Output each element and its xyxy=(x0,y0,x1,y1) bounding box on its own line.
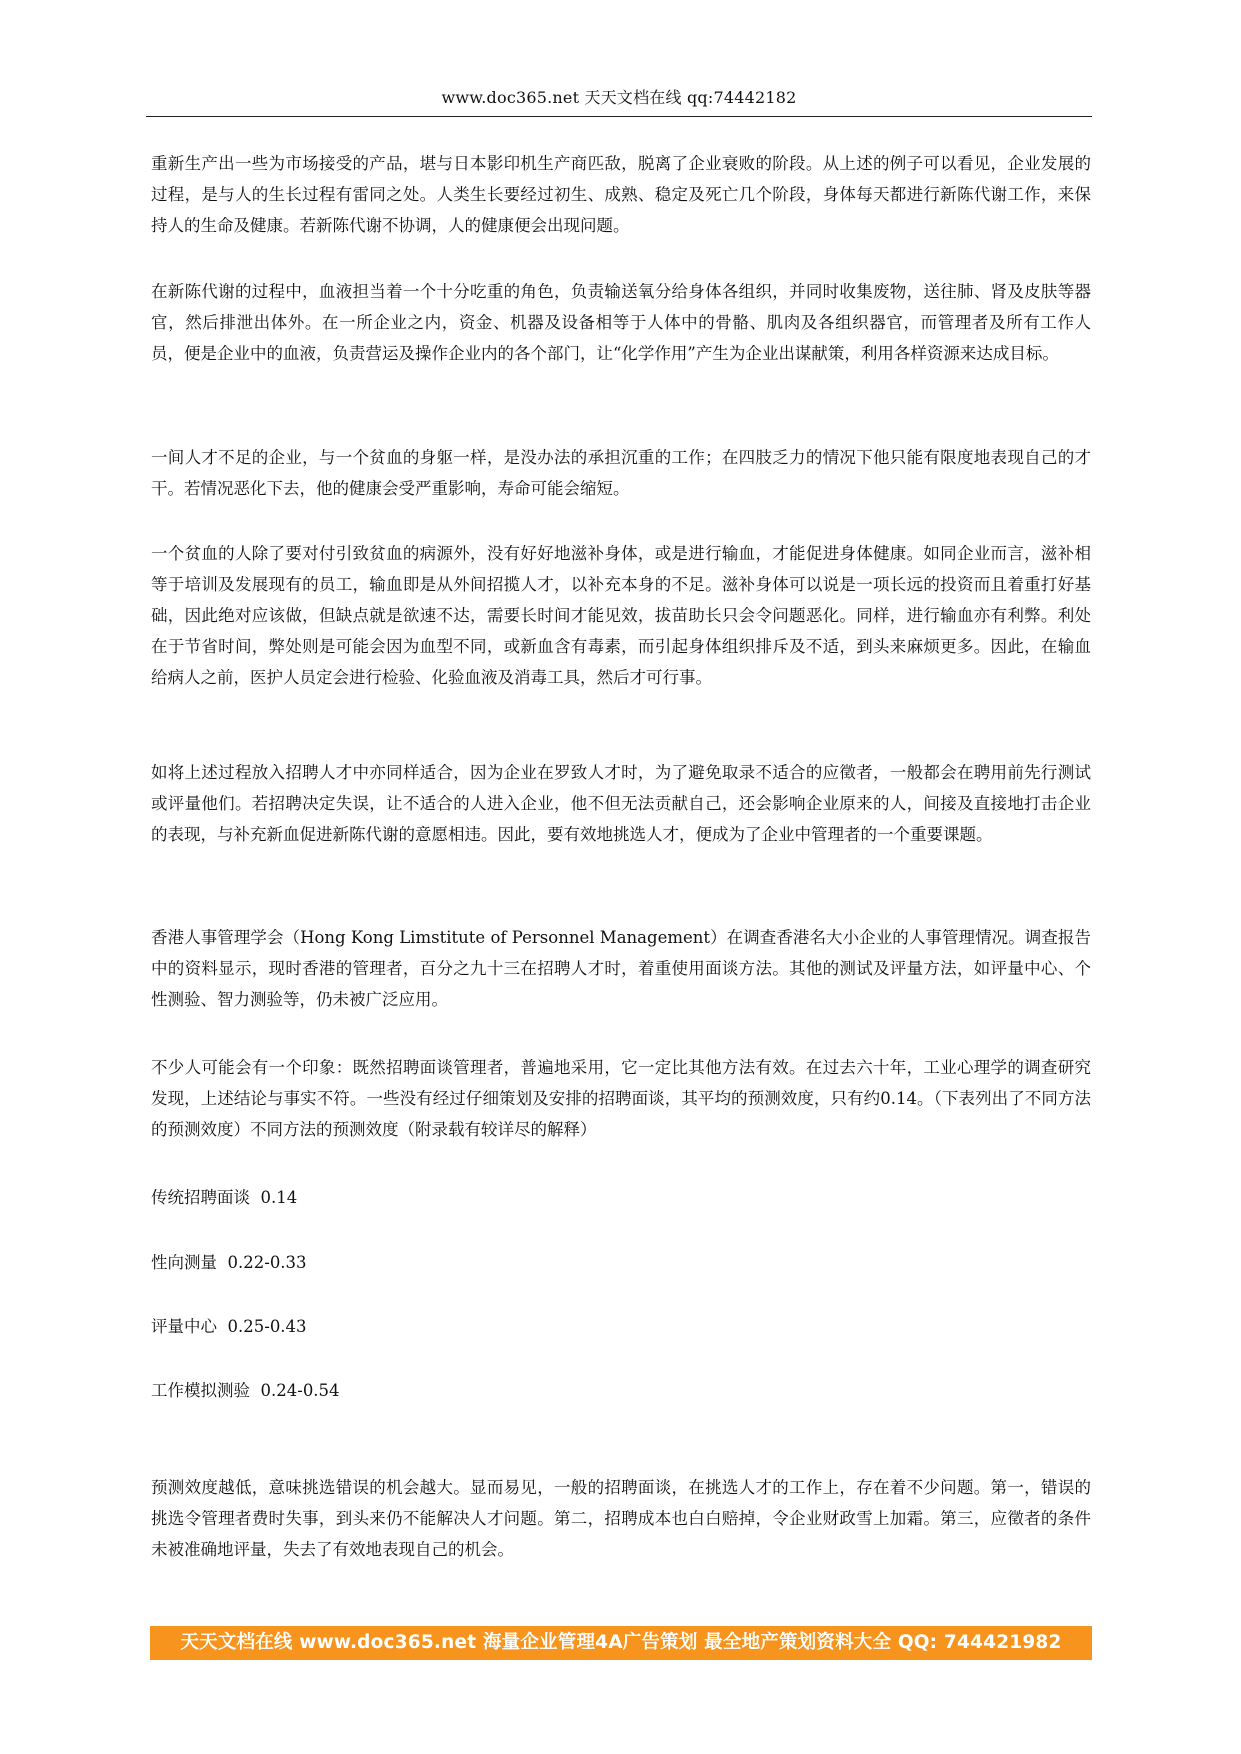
validity-method: 传统招聘面谈 xyxy=(151,1188,250,1207)
paragraph-2: 在新陈代谢的过程中，血液担当着一个十分吃重的角色，负责输送氧分给身体各组织，并同时收集废物，送往肺、肾及皮肤等器官，然后排泄出体外。在一所企业之内，资金、机器及设备相等于人体中的骨骼、肌肉及各组织器官，而管理者及所有工作人员，便是企业中的血液，负责营运及操作企业内的各个部门，让“化学作用”产生为企业出谋献策，利用各样资源来达成目标。 xyxy=(151,282,1091,363)
validity-item-work-sample xyxy=(151,1377,340,1405)
validity-method: 工作模拟测验 xyxy=(151,1381,250,1400)
footer-ad-banner[interactable]: 天天文档在线 www.doc365.net 海量企业管理4A广告策划 最全地产策划资料大全 QQ: 744421982 xyxy=(150,1626,1092,1660)
paragraph-6: 香港人事管理学会（Hong Kong Limstitute of Personnel Management）在调查香港名大小企业的人事管理情况。调查报告中的资料显示，现时香港的管理者，百分之九十三在招聘人才时，着重使用面谈方法。其他的测试及评量方法，如评量中心、个性测验、智力测验等，仍未被广泛应用。 xyxy=(151,928,1091,1009)
validity-value: 0.14 xyxy=(260,1188,298,1207)
header-divider xyxy=(146,116,1092,117)
paragraph-4: 一个贫血的人除了要对付引致贫血的病源外，没有好好地滋补身体，或是进行输血，才能促进身体健康。如同企业而言，滋补相等于培训及发展现有的员工，输血即是从外间招揽人才，以补充本身的不足。滋补身体可以说是一项长远的投资而且着重打好基础，因此绝对应该做，但缺点就是欲速不达，需要长时间才能见效，拔苗助长只会令问题恶化。同样，进行输血亦有利弊。利处在于节省时间，弊处则是可能会因为血型不同，或新血含有毒素，而引起身体组织排斥及不适，到头来麻烦更多。因此，在输血给病人之前，医护人员定会进行检验、化验血液及消毒工具，然后才可行事。 xyxy=(151,544,1091,687)
validity-item-interview xyxy=(151,1184,297,1212)
paragraph-7: 不少人可能会有一个印象：既然招聘面谈管理者，普遍地采用，它一定比其他方法有效。在过去六十年，工业心理学的调查研究发现，上述结论与事实不符。一些没有经过仔细策划及安排的招聘面谈，其平均的预测效度，只有约0.14。（下表列出了不同方法的预测效度）不同方法的预测效度（附录载有较详尽的解释） xyxy=(151,1058,1091,1139)
validity-method: 性向测量 xyxy=(151,1253,217,1272)
validity-method: 评量中心 xyxy=(151,1317,217,1336)
paragraph-closing: 预测效度越低，意味挑选错误的机会越大。显而易见，一般的招聘面谈，在挑选人才的工作上，存在着不少问题。第一，错误的挑选令管理者费时失事，到头来仍不能解决人才问题。第二，招聘成本也白白赔掉，令企业财政雪上加霜。第三，应徵者的条件未被准确地评量，失去了有效地表现自己的机会。 xyxy=(151,1478,1091,1559)
paragraph-1: 重新生产出一些为市场接受的产品，堪与日本影印机生产商匹敌，脱离了企业衰败的阶段。从上述的例子可以看见，企业发展的过程，是与人的生长过程有雷同之处。人类生长要经过初生、成熟、稳定及死亡几个阶段，身体每天都进行新陈代谢工作，来保持人的生命及健康。若新陈代谢不协调，人的健康便会出现问题。 xyxy=(151,154,1091,235)
paragraph-3: 一间人才不足的企业，与一个贫血的身躯一样，是没办法的承担沉重的工作；在四肢乏力的情况下他只能有限度地表现自己的才干。若情况恶化下去，他的健康会受严重影响，寿命可能会缩短。 xyxy=(151,448,1091,498)
page-header: www.doc365.net 天天文档在线 qq:74442182 xyxy=(441,88,797,107)
validity-item-aptitude xyxy=(151,1249,307,1277)
validity-value: 0.25-0.43 xyxy=(227,1317,307,1336)
validity-value: 0.22-0.33 xyxy=(227,1253,307,1272)
validity-value: 0.24-0.54 xyxy=(260,1381,340,1400)
validity-item-assessment-center xyxy=(151,1313,307,1341)
paragraph-5: 如将上述过程放入招聘人才中亦同样适合，因为企业在罗致人才时，为了避免取录不适合的应徵者，一般都会在聘用前先行测试或评量他们。若招聘决定失误，让不适合的人进入企业，他不但无法贡献自己，还会影响企业原来的人，间接及直接地打击企业的表现，与补充新血促进新陈代谢的意愿相违。因此，要有效地挑选人才，便成为了企业中管理者的一个重要课题。 xyxy=(151,763,1091,844)
